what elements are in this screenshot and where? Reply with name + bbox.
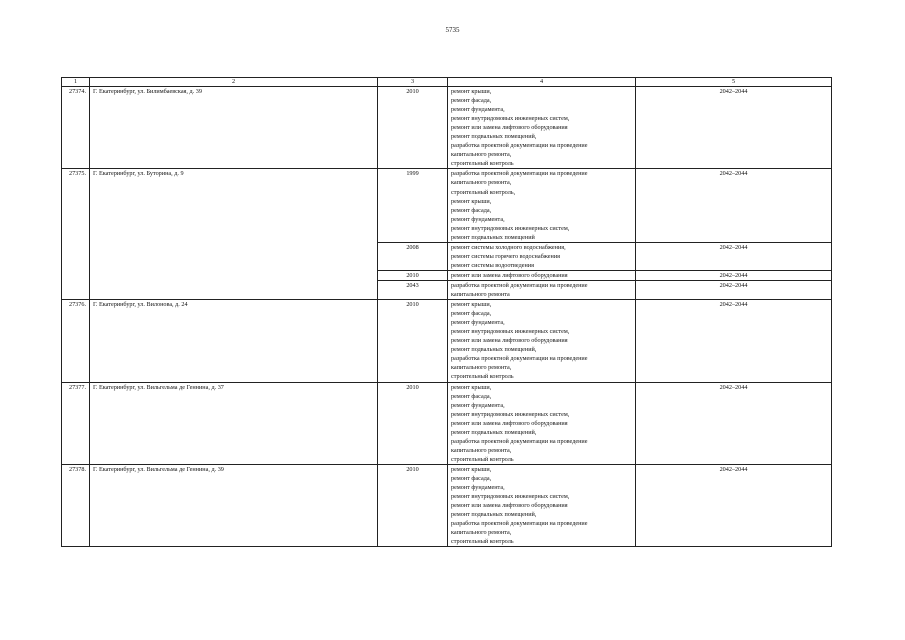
repair-work-item: ремонт фасада,	[451, 206, 492, 214]
repair-period: 2042–2044	[636, 464, 832, 546]
repair-work-item: ремонт системы холодного водоснабжения,	[451, 243, 566, 251]
repair-work-item: ремонт подвальных помещений,	[451, 346, 537, 354]
record-number: 27374.	[62, 87, 90, 169]
repair-work-item: капитального ремонта	[451, 291, 510, 299]
repair-work-item: ремонт или замена лифтового оборудования	[451, 419, 568, 427]
record-address: Г. Екатеринбург, ул. Буторина, д. 9	[90, 169, 378, 300]
repair-works-list	[448, 300, 636, 382]
repair-work-item: ремонт внутридомовых инженерных систем,	[451, 224, 570, 232]
repair-work-item: разработка проектной документации на проведение	[451, 142, 588, 150]
repair-period: 2042–2044	[636, 280, 832, 299]
repair-works-list	[448, 242, 636, 270]
record-number: 27377.	[62, 382, 90, 464]
repair-work-item: ремонт фундамента,	[451, 106, 505, 114]
repair-work-item: ремонт подвальных помещений,	[451, 428, 537, 436]
column-header-1: 1	[62, 78, 90, 87]
build-year: 2010	[378, 87, 448, 169]
repair-work-item: ремонт фундамента,	[451, 401, 505, 409]
repair-work-item: ремонт внутридомовых инженерных систем,	[451, 328, 570, 336]
repair-period: 2042–2044	[636, 87, 832, 169]
repair-works-list	[448, 87, 636, 169]
table-row	[62, 382, 832, 464]
table-row	[62, 464, 832, 546]
table-row	[62, 169, 832, 242]
header-row	[62, 78, 832, 87]
build-year: 2010	[378, 382, 448, 464]
repair-works-list	[448, 382, 636, 464]
repair-work-item: ремонт фасада,	[451, 392, 492, 400]
table-header	[62, 78, 832, 87]
repair-work-item: ремонт подвальных помещений,	[451, 133, 537, 141]
repair-work-item: ремонт подвальных помещений	[451, 233, 535, 241]
table-body	[62, 87, 832, 547]
page-number: 5735	[445, 26, 460, 34]
repair-period: 2042–2044	[636, 169, 832, 242]
build-year: 2010	[378, 464, 448, 546]
repair-work-item: ремонт или замена лифтового оборудования	[451, 502, 568, 510]
repair-work-item: ремонт или замена лифтового оборудования	[451, 271, 568, 279]
repair-work-item: разработка проектной документации на проведение	[451, 281, 588, 289]
repair-work-item: строительный контроль	[451, 160, 514, 168]
record-address: Г. Екатеринбург, ул. Билимбаевская, д. 39	[90, 87, 378, 169]
column-header-2: 2	[90, 78, 378, 87]
repair-period: 2042–2044	[636, 242, 832, 270]
repair-work-item: ремонт или замена лифтового оборудования	[451, 337, 568, 345]
repair-work-item: разработка проектной документации на проведение	[451, 437, 588, 445]
repair-work-item: ремонт или замена лифтового оборудования	[451, 124, 568, 132]
record-address: Г. Екатеринбург, ул. Вильгельма де Геннина, д. 39	[90, 464, 378, 546]
table-row	[62, 300, 832, 382]
repair-work-item: строительный контроль	[451, 455, 514, 463]
repair-work-item: строительный контроль,	[451, 188, 516, 196]
repair-work-item: ремонт внутридомовых инженерных систем,	[451, 115, 570, 123]
repair-work-item: ремонт фундамента,	[451, 319, 505, 327]
repair-period: 2042–2044	[636, 382, 832, 464]
housing-repair-table	[61, 77, 832, 547]
repair-work-item: ремонт крыши,	[451, 465, 492, 473]
repair-work-item: ремонт фасада,	[451, 474, 492, 482]
repair-work-item: ремонт крыши,	[451, 301, 492, 309]
repair-works-list	[448, 464, 636, 546]
record-number: 27376.	[62, 300, 90, 382]
repair-work-item: ремонт системы горячего водоснабжения	[451, 252, 560, 260]
repair-work-item: капитального ремонта,	[451, 529, 512, 537]
repair-works-list	[448, 169, 636, 242]
build-year: 2043	[378, 280, 448, 299]
repair-work-item: капитального ремонта,	[451, 364, 512, 372]
record-address: Г. Екатеринбург, ул. Вилонова, д. 24	[90, 300, 378, 382]
column-header-4: 4	[448, 78, 636, 87]
repair-work-item: ремонт крыши,	[451, 197, 492, 205]
repair-work-item: ремонт фасада,	[451, 97, 492, 105]
repair-work-item: ремонт внутридомовых инженерных систем,	[451, 410, 570, 418]
repair-work-item: капитального ремонта,	[451, 446, 512, 454]
repair-period: 2042–2044	[636, 270, 832, 280]
repair-work-item: ремонт системы водоотведения	[451, 261, 534, 269]
repair-period: 2042–2044	[636, 300, 832, 382]
repair-works-list	[448, 280, 636, 299]
build-year: 1999	[378, 169, 448, 242]
repair-works-list	[448, 270, 636, 280]
repair-work-item: ремонт фундамента,	[451, 484, 505, 492]
repair-work-item: ремонт крыши,	[451, 88, 492, 95]
build-year: 2010	[378, 300, 448, 382]
repair-work-item: строительный контроль	[451, 538, 514, 546]
repair-work-item: капитального ремонта,	[451, 151, 512, 159]
column-header-3: 3	[378, 78, 448, 87]
column-header-5: 5	[636, 78, 832, 87]
repair-work-item: ремонт крыши,	[451, 383, 492, 391]
repair-work-item: разработка проектной документации на проведение	[451, 355, 588, 363]
repair-work-item: строительный контроль	[451, 373, 514, 381]
repair-work-item: разработка проектной документации на проведение	[451, 520, 588, 528]
repair-work-item: ремонт внутридомовых инженерных систем,	[451, 493, 570, 501]
record-number: 27378.	[62, 464, 90, 546]
build-year: 2008	[378, 242, 448, 270]
repair-work-item: ремонт подвальных помещений,	[451, 511, 537, 519]
repair-work-item: разработка проектной документации на проведение	[451, 170, 588, 178]
repair-work-item: ремонт фасада,	[451, 310, 492, 318]
record-address: Г. Екатеринбург, ул. Вильгельма де Геннина, д. 37	[90, 382, 378, 464]
build-year: 2010	[378, 270, 448, 280]
repair-work-item: ремонт фундамента,	[451, 215, 505, 223]
record-number: 27375.	[62, 169, 90, 300]
table-row	[62, 87, 832, 169]
repair-work-item: капитального ремонта,	[451, 179, 512, 187]
